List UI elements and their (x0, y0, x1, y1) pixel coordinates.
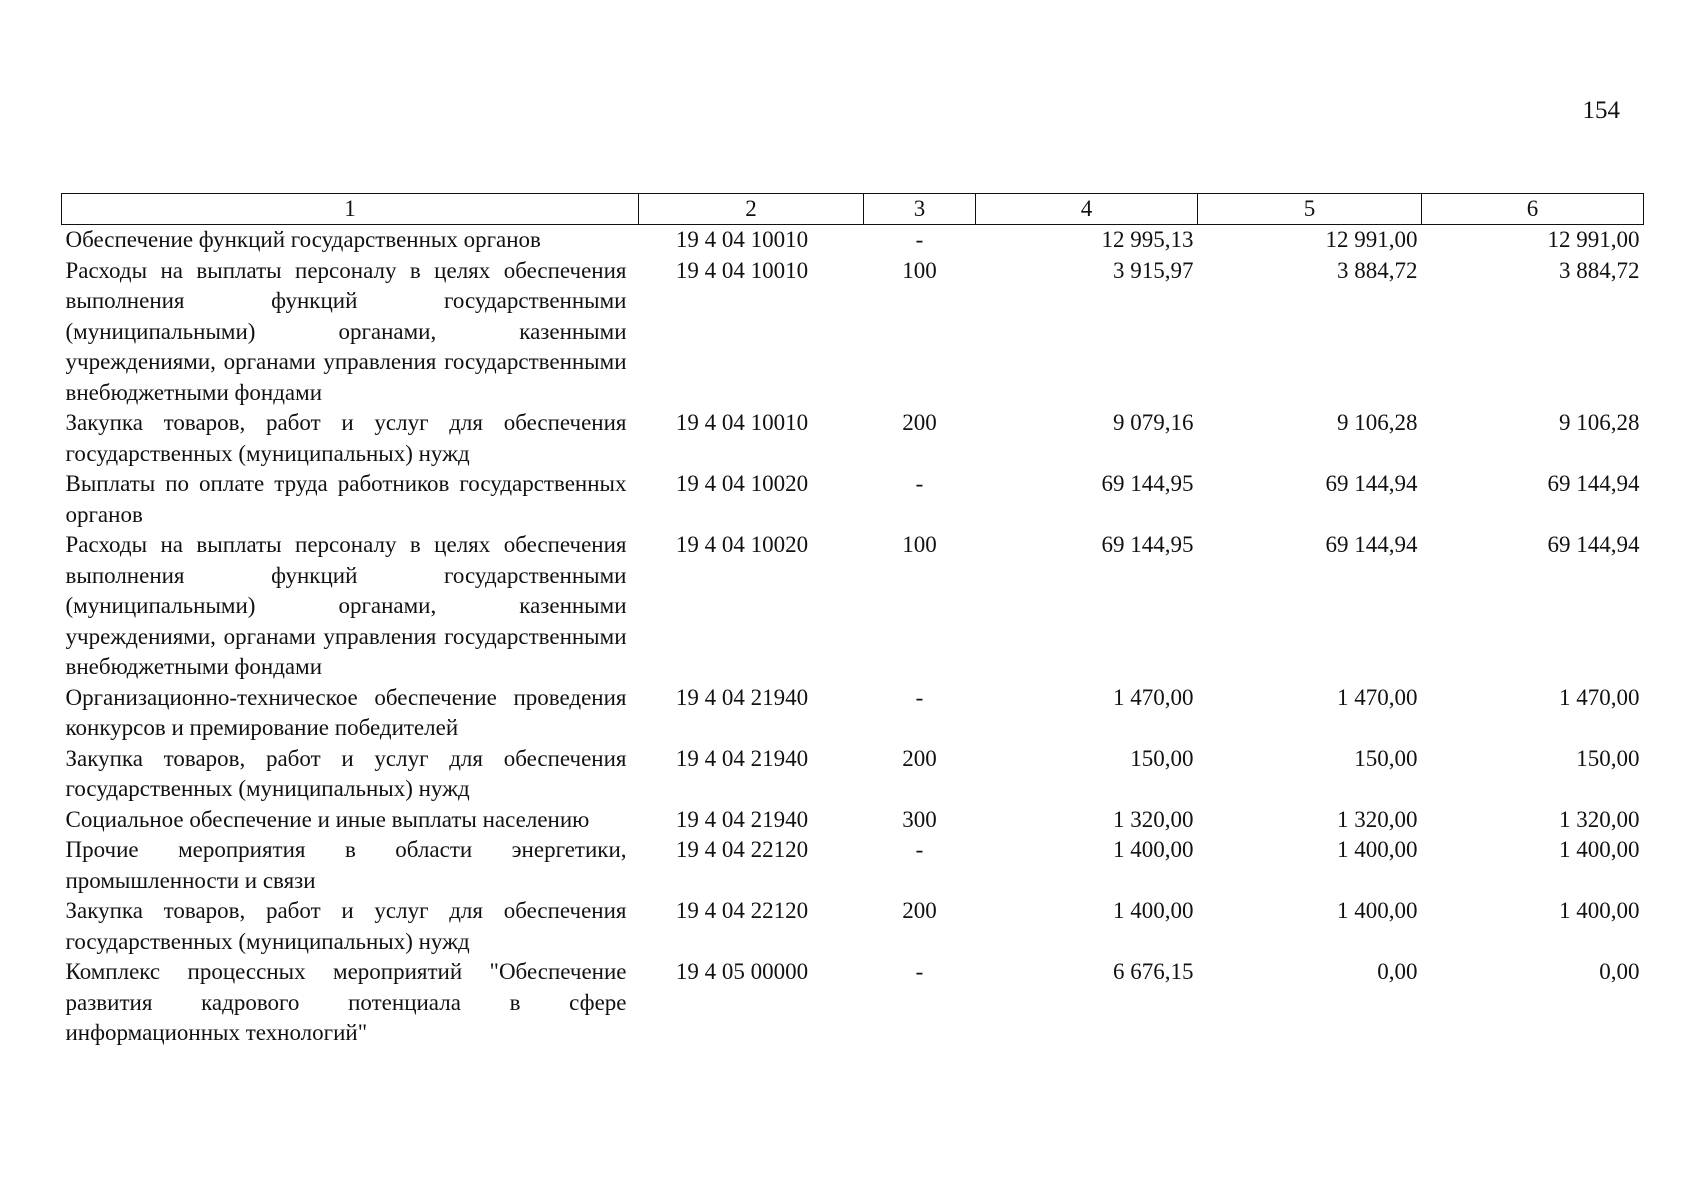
row-value-col4: 150,00 (1130, 745, 1194, 771)
row-code: 19 4 05 00000 (675, 959, 809, 984)
column-header: 4 (976, 194, 1198, 225)
row-value-col6: 1 470,00 (1559, 684, 1640, 710)
row-value-col4: 9 079,16 (1113, 410, 1194, 435)
row-code: 19 4 04 21940 (675, 806, 809, 832)
header-row (62, 194, 1644, 225)
row-value-col4: 1 470,00 (1113, 684, 1194, 710)
row-value-col5: 150,00 (1354, 745, 1418, 771)
row-expense-type: - (915, 471, 924, 496)
row-code: 19 4 04 10020 (675, 532, 809, 557)
row-name: Закупка товаров, работ и услуг для обеспечения государственных (муниципальных) нужд (65, 410, 627, 466)
row-value-col5: 1 400,00 (1337, 837, 1418, 862)
row-expense-type: - (915, 684, 924, 710)
table-row (62, 225, 1644, 256)
row-name: Закупка товаров, работ и услуг для обеспечения государственных (муниципальных) нужд (65, 745, 627, 801)
table-row (62, 408, 1644, 469)
table-row (62, 896, 1644, 957)
row-expense-type: - (915, 837, 924, 862)
row-value-col6: 12 991,00 (1547, 227, 1640, 252)
row-name: Выплаты по оплате труда работников государственных органов (65, 471, 627, 527)
row-value-col4: 6 676,15 (1113, 959, 1194, 984)
row-value-col4: 3 915,97 (1113, 257, 1194, 283)
column-header: 2 (639, 194, 864, 225)
row-value-col6: 1 400,00 (1559, 837, 1640, 862)
row-value-col6: 150,00 (1576, 745, 1640, 771)
row-name: Расходы на выплаты персоналу в целях обеспечения выполнения функций государственными (муниципальными) органами, казенными учреждениями, органами управления государственными внебюджетными фондами (65, 257, 627, 405)
row-value-col5: 69 144,94 (1325, 532, 1418, 557)
row-value-col5: 69 144,94 (1325, 471, 1418, 496)
table-row (62, 957, 1644, 1049)
row-value-col6: 69 144,94 (1547, 532, 1640, 557)
row-code: 19 4 04 10020 (675, 471, 809, 496)
row-value-col4: 1 320,00 (1113, 806, 1194, 832)
table-row (62, 530, 1644, 683)
budget-table (61, 193, 1644, 1049)
row-value-col4: 69 144,95 (1101, 532, 1194, 557)
page-number: 154 (1582, 97, 1620, 124)
row-value-col6: 69 144,94 (1547, 471, 1640, 496)
row-value-col6: 1 400,00 (1559, 898, 1640, 923)
row-value-col5: 3 884,72 (1337, 257, 1418, 283)
row-code: 19 4 04 10010 (675, 227, 809, 252)
row-value-col5: 12 991,00 (1325, 227, 1418, 252)
column-header: 6 (1422, 194, 1644, 225)
row-name: Комплекс процессных мероприятий "Обеспечение развития кадрового потенциала в сфере информационных технологий" (65, 959, 627, 1045)
row-value-col4: 1 400,00 (1113, 898, 1194, 923)
row-value-col5: 0,00 (1377, 959, 1418, 984)
row-code: 19 4 04 21940 (675, 684, 809, 710)
row-name: Социальное обеспечение и иные выплаты населению (65, 806, 590, 832)
row-name: Расходы на выплаты персоналу в целях обеспечения выполнения функций государственными (муниципальными) органами, казенными учреждениями, органами управления государственными внебюджетными фондами (65, 532, 627, 679)
row-value-col6: 9 106,28 (1559, 410, 1640, 435)
row-expense-type: 300 (902, 806, 937, 832)
row-value-col5: 1 470,00 (1337, 684, 1418, 710)
row-expense-type: 200 (902, 898, 937, 923)
row-name: Организационно-техническое обеспечение проведения конкурсов и премирование победителей (65, 684, 627, 740)
row-name: Обеспечение функций государственных органов (65, 227, 541, 252)
table-row (62, 744, 1644, 805)
row-code: 19 4 04 10010 (675, 410, 809, 435)
row-code: 19 4 04 22120 (675, 837, 809, 862)
row-value-col5: 1 320,00 (1337, 806, 1418, 832)
row-expense-type: - (915, 959, 924, 984)
column-header: 3 (864, 194, 976, 225)
row-name: Закупка товаров, работ и услуг для обеспечения государственных (муниципальных) нужд (65, 898, 627, 954)
row-value-col6: 3 884,72 (1559, 257, 1640, 283)
row-expense-type: - (915, 227, 924, 252)
row-expense-type: 200 (902, 745, 937, 771)
table-row (62, 683, 1644, 744)
row-code: 19 4 04 21940 (675, 745, 809, 771)
row-expense-type: 100 (902, 532, 937, 557)
row-value-col6: 0,00 (1599, 959, 1640, 984)
table-header (62, 194, 1644, 225)
table-row (62, 256, 1644, 409)
table-row (62, 835, 1644, 896)
row-expense-type: 100 (902, 257, 937, 283)
table-body (62, 225, 1644, 1049)
row-value-col4: 12 995,13 (1101, 227, 1194, 252)
table-row (62, 805, 1644, 836)
row-expense-type: 200 (902, 410, 937, 435)
column-header: 1 (62, 194, 639, 225)
row-code: 19 4 04 10010 (675, 257, 809, 283)
column-header: 5 (1198, 194, 1422, 225)
row-value-col4: 1 400,00 (1113, 837, 1194, 862)
row-name: Прочие мероприятия в области энергетики, промышленности и связи (65, 837, 627, 893)
table-row (62, 469, 1644, 530)
row-value-col5: 9 106,28 (1337, 410, 1418, 435)
row-value-col5: 1 400,00 (1337, 898, 1418, 923)
row-value-col4: 69 144,95 (1101, 471, 1194, 496)
row-code: 19 4 04 22120 (675, 898, 809, 923)
row-value-col6: 1 320,00 (1559, 806, 1640, 832)
